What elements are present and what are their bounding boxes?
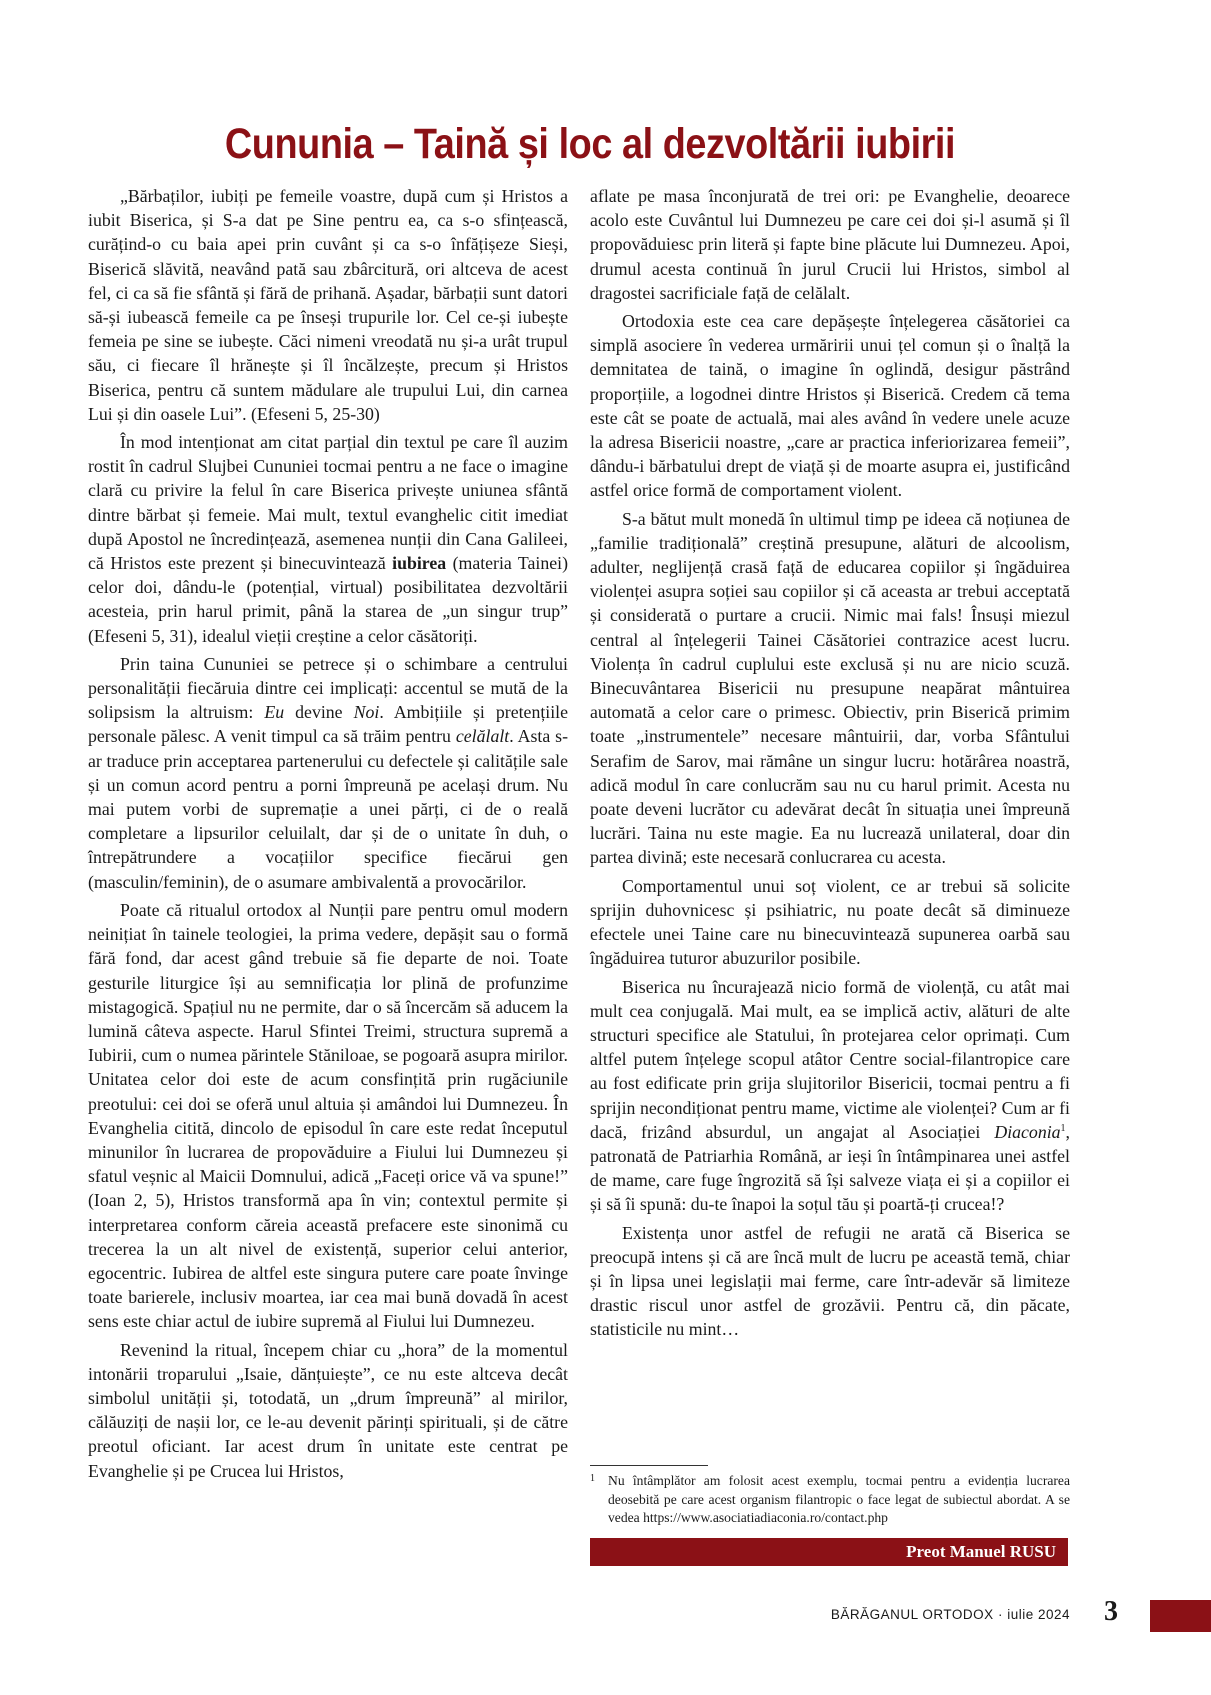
page-number: 3 <box>1104 1596 1118 1627</box>
footer-accent-tab <box>1150 1600 1211 1632</box>
paragraph: S-a bătut mult monedă în ultimul timp pe ideea că noțiunea de „familie tradițională” creștină presupune, alături de alcoolism, adulter, neglijență crasă față de educarea copiilor și îngăduirea violenței asupra soției sau copiilor și că aceasta ar trebui acceptată și considerată o purtare a crucii. Nimic mai fals! Însuși miezul central al înțelegerii Tainei Căsătoriei contrazice acest lucru. Violența în cadrul cuplului este exclusă și nu are nicio scuză. Binecuvântarea Bisericii nu presupune neapărat mântuirea automată a celor care o primesc. Obiectiv, prin Biserică primim toate „instrumentele” necesare mântuirii, dar, vorba Sfântului Serafim de Sarov, mai rămâne un singur lucru: hotărârea noastră, adică modul în care conlucrăm sau nu cu harul primit. Acesta nu poate deveni lucrător cu adevărat decât în situația unei împreună lucrări. Taina nu este magie. Ea nu lucrează unilateral, doar din partea divină; este necesară conlucrarea cu acesta. <box>590 508 1070 868</box>
issue-date: iulie 2024 <box>1007 1607 1070 1622</box>
left-column <box>88 184 568 1483</box>
italic-term: Diaconia <box>994 1121 1061 1142</box>
paragraph: În mod intenționat am citat parțial din textul pe care îl auzim rostit în cadrul Slujbei Cununiei tocmai pentru a ne face o imagine clară cu privire la felul în care Biserica privește uniunea sfântă dintre bărbat și femeie. Mai mult, textul evanghelic citit imediat după Apostol ne încredințează, asemenea nunții din Cana Galileei, că Hristos este prezent și binecuvintează iubirea (materia Tainei) celor doi, dându-le (potențial, virtual) posibilitatea dezvoltării acesteia, prin harul primit, până la starea de „un singur trup” (Efeseni 5, 31), idealul vieții creștine a celor căsătoriți. <box>88 432 569 646</box>
paragraph: Existența unor astfel de refugii ne arată că Biserica se preocupă intens și că are încă mult de lucru pe această temă, chiar și în lipsa unei legislații mai ferme, care într-adevăr să limiteze drastic riscul unor astfel de grozăvii. Pentru că, din păcate, statisticile nu mint… <box>590 1222 1070 1340</box>
footnote <box>590 1472 1070 1528</box>
paragraph: Prin taina Cununiei se petrece și o schimbare a centrului personalității fiecăruia dintre cei implicați: accentul se mută de la solipsism la altruism: Eu devine Noi. Ambițiile și pretențiile personale pălesc. A venit timpul ca să trăim pentru celălalt. Asta s-ar traduce prin acceptarea partenerului cu defectele și calitățile sale și un comun acord pentru a porni împreună pe același drum. Nu mai putem vorbi de supremație a unei părți, ci de o reală completare a lipsurilor celuilalt, dar și de o unitate în duh, o întrepătrundere a vocațiilor specifice fiecărui gen (masculin/feminin), de o asumare ambivalentă a provocărilor. <box>88 653 568 892</box>
italic-term: Noi <box>353 702 380 723</box>
running-footer <box>700 1607 1070 1622</box>
italic-term: Eu <box>264 702 285 723</box>
author-signature: Preot Manuel RUSU <box>590 1538 1068 1566</box>
footnote-text: Nu întâmplător am folosit acest exemplu, tocmai pentru a evidenția lucrarea deosebită pe care acest organism filantropic o face legat de subiectul abordat. A se vedea https://www.asociatiadiaconia.ro/contact.php <box>608 1473 1070 1525</box>
paragraph: Comportamentul unui soț violent, ce ar trebui să solicite sprijin duhovnicesc și psihiatric, nu poate decât să diminueze efectele unei Taine care nu binecuvintează supunerea oarbă sau îngăduirea tuturor abuzurilor posibile. <box>590 875 1070 969</box>
footnote-mark: 1 <box>590 1473 595 1484</box>
paragraph: aflate pe masa înconjurată de trei ori: pe Evanghelie, deoarece acolo este Cuvântul lui Dumnezeu pe care cei doi și-l asumă și îl propovăduiesc prin literă și fapte bine plăcute lui Dumnezeu. Apoi, drumul acesta continuă în jurul Crucii lui Hristos, simbol al dragostei sacrificiale față de celălalt. <box>590 186 1070 303</box>
paragraph: Revenind la ritual, începem chiar cu „hora” de la momentul intonării troparului „Isaie, dănțuiește”, ce nu este altceva decât simbolul unității și, totodată, un „drum împreună” al mirilor, călăuziți de nașii lor, ce le-au devenit părinți spirituali, și de către preotul oficiant. Iar acest drum în unitate este centrat pe Evanghelie și pe Crucea lui Hristos, <box>88 1339 568 1481</box>
paragraph: „Bărbaților, iubiți pe femeile voastre, după cum și Hristos a iubit Biserica, și S-a dat pe Sine pentru ea, ca s-o sfințească, curățind-o cu baia apei prin cuvânt și ca s-o înfățișeze Sieși, Biserică slăvită, neavând pată sau zbârcitură, ori altceva de acest fel, ci ca să fie sfântă și fără de prihană. Așadar, bărbații sunt datori să-și iubească femeile ca pe înseși trupurile lor. Cel ce-și iubește femeia pe sine se iubește. Căci nimeni vreodată nu și-a urât trupul său, ci fiecare îl hrănește și îl încălzește, precum și Hristos Biserica, pentru că suntem mădulare ale trupului Lui, din carnea Lui și din oasele Lui”. (Efeseni 5, 25-30) <box>88 186 568 424</box>
publication-name: BĂRĂGANUL ORTODOX <box>830 1607 994 1622</box>
italic-term: celălalt <box>455 726 510 747</box>
article-title: Cununia – Taină și loc al dezvoltării iubirii <box>224 120 956 168</box>
footnote-reference[interactable]: 1 <box>1060 1122 1066 1134</box>
paragraph: Ortodoxia este cea care depășește înțelegerea căsătoriei ca simplă asociere în vederea urmăririi unui țel comun și o înalță la demnitatea de taină, o imagine în oglindă, desigur păstrând proporțiile, a logodnei dintre Hristos și Biserică. Credem că tema este cât se poate de actuală, mai ales având în vedere unele acuze la adresa Bisericii noastre, „care ar practica inferiorizarea femeii”, dându-i bărbatului drept de viață și de moarte asupra ei, justificând astfel orice formă de comportament violent. <box>590 311 1070 501</box>
bold-term: iubirea <box>392 553 447 574</box>
paragraph: Biserica nu încurajează nicio formă de violență, cu atât mai mult cea conjugală. Mai mult, ea se implică activ, alături de alte structuri specifice ale Statului, în protejarea celor oprimați. Cum altfel putem înțelege scopul atâtor Centre social-filantropice care au fost edificate prin grija slujitorilor Bisericii, tocmai pentru a fi sprijin necondiționat pentru mame, victime ale violenței? Cum ar fi dacă, frizând absurdul, un angajat al Asociației Diaconia$^1$, patronată de Patriarhia Română, ar ieși în întâmpinarea unei astfel de mame, care fuge îngrozită să își salveze viața ei și a copiilor ei și să îi spună: du-te înapoi la soțul tău și poartă-ți crucea!? <box>590 976 1070 1215</box>
footnote-divider <box>590 1465 708 1466</box>
paragraph: Poate că ritualul ortodox al Nunții pare pentru omul modern neinițiat în tainele teologiei, la prima vedere, depășit sau o formă fără fond, dar acest gând trebuie să fie departe de noi. Toate gesturile liturgice își au semnificația lor plină de profunzime mistagogică. Spațiul nu ne permite, dar o să încercăm să aducem la lumină câteva aspecte. Harul Sfintei Treimi, structura supremă a Iubirii, cum o numea părintele Stăniloae, se pogoară asupra mirilor. Unitatea celor doi este de acum consfințită prin rugăciunile preotului: cei doi se oferă unul altuia și amândoi lui Dumnezeu. În Evanghelia citită, dincolo de episodul în care este redat începutul minunilor în lucrarea de propovăduire a Fiului lui Dumnezeu și sfatul veșnic al Maicii Domnului, adică „Faceți orice vă va spune!” (Ioan 2, 5), Hristos transformă apa în vin; contextul permite și interpretarea conform căreia această prefacere este sinonimă cu trecerea la un alt nivel de existență, superior celui anterior, egocentric. Iubirea de altfel este singura putere care poate învinge toate barierele, inclusiv moartea, iar cea mai bună dovadă în acest sens este chiar actul de iubire supremă al Fiului lui Dumnezeu. <box>88 899 568 1332</box>
right-column <box>590 184 1070 1342</box>
footer-separator: · <box>997 1607 1003 1622</box>
